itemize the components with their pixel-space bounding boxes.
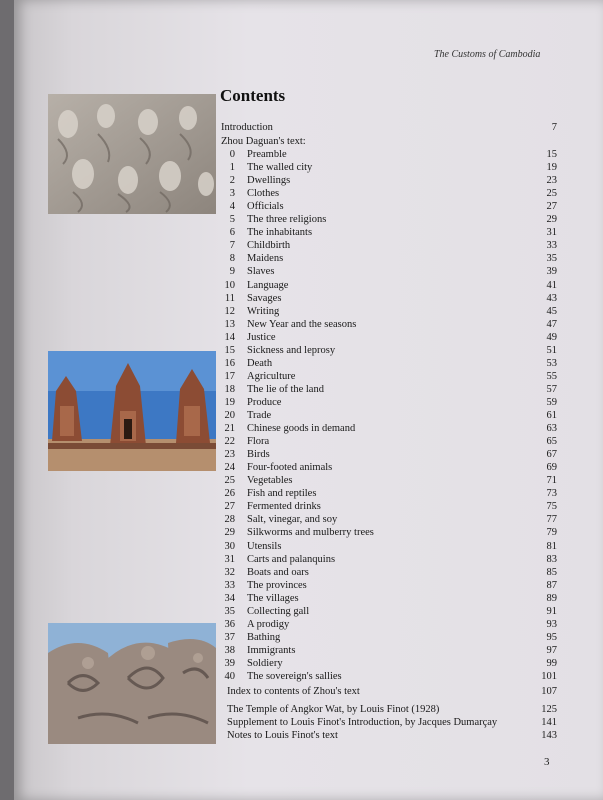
chapter-title: Bathing — [247, 631, 281, 643]
toc-entry-chapter[interactable] — [221, 553, 557, 566]
chapter-title: Flora — [247, 436, 270, 448]
toc-entry-chapter[interactable] — [221, 383, 557, 396]
toc-page-number: 107 — [541, 686, 557, 697]
toc-entry-chapter[interactable] — [221, 187, 557, 200]
chapter-title: Boats and oars — [247, 566, 309, 578]
toc-page-number: 99 — [546, 657, 557, 669]
chapter-title: The sovereign's sallies — [247, 671, 342, 682]
toc-entry-chapter[interactable] — [221, 344, 557, 357]
chapter-title: A prodigy — [247, 618, 290, 630]
chapter-number: 3 — [229, 188, 235, 200]
chapter-title: Utensils — [247, 540, 282, 552]
toc-entry-chapter[interactable] — [221, 239, 557, 252]
page-title: Contents — [220, 86, 286, 105]
toc-entry-chapter[interactable] — [221, 252, 557, 265]
running-head: The Customs of Cambodia — [434, 49, 541, 60]
back-matter-title: The Temple of Angkor Wat, by Louis Finot (1928) — [227, 704, 440, 715]
toc-entry-label: Introduction — [221, 122, 273, 133]
chapter-title: Childbirth — [247, 240, 291, 252]
bas-relief-photo — [48, 94, 216, 214]
chapter-number: 7 — [229, 240, 235, 252]
toc-page-number: 97 — [546, 644, 557, 656]
toc-entry-back-matter[interactable] — [221, 729, 557, 742]
toc-page-number: 87 — [546, 579, 557, 591]
toc-page-number: 51 — [546, 344, 557, 356]
chapter-title: Salt, vinegar, and soy — [247, 514, 338, 526]
toc-page-number: 67 — [546, 449, 557, 461]
toc-page-number: 143 — [541, 730, 557, 741]
chapter-title: Silkworms and mulberry trees — [247, 527, 374, 539]
toc-entry-back-matter[interactable] — [221, 685, 557, 698]
toc-page-number: 101 — [541, 671, 557, 682]
toc-entry-chapter[interactable] — [221, 318, 557, 331]
toc-entry-chapter[interactable] — [221, 305, 557, 318]
back-matter-title: Supplement to Louis Finot's Introduction, by Jacques Dumarçay — [227, 717, 498, 728]
chapter-number: 19 — [224, 396, 235, 408]
chapter-title: New Year and the seasons — [247, 318, 357, 330]
chapter-number: 1 — [229, 162, 235, 174]
toc-page-number: 39 — [546, 266, 557, 278]
toc-page-number: 35 — [546, 253, 557, 265]
toc-entry-chapter[interactable] — [221, 148, 557, 161]
toc-entry-chapter[interactable] — [221, 213, 557, 226]
toc-entry-chapter[interactable] — [221, 265, 557, 278]
chapter-title: Clothes — [247, 188, 280, 200]
chapter-number: 35 — [224, 605, 235, 617]
toc-page-number: 91 — [546, 605, 557, 617]
chapter-number: 25 — [224, 475, 235, 487]
chapter-number: 2 — [229, 175, 235, 187]
toc-entry-chapter[interactable] — [221, 487, 557, 500]
toc-page-number: 89 — [546, 592, 557, 604]
toc-entry-chapter[interactable] — [221, 474, 557, 487]
toc-entry-chapter[interactable] — [221, 592, 557, 605]
toc-page-number: 93 — [546, 618, 557, 630]
chapter-number: 32 — [224, 566, 235, 578]
stone-carving-photo — [48, 623, 216, 744]
chapter-title: The three religions — [247, 214, 327, 226]
toc-page-number: 75 — [546, 501, 557, 513]
chapter-title: Sickness and leprosy — [247, 344, 336, 356]
chapter-number: 38 — [224, 644, 235, 656]
chapter-number: 9 — [229, 266, 235, 278]
toc-entry-chapter[interactable] — [221, 670, 557, 683]
toc-entry-chapter[interactable] — [221, 631, 557, 644]
chapter-title: Collecting gall — [247, 605, 310, 617]
toc-entry-chapter[interactable] — [221, 200, 557, 213]
chapter-title: Writing — [247, 305, 280, 317]
toc-page-number: 53 — [546, 357, 557, 369]
chapter-title: Carts and palanquins — [247, 553, 336, 565]
chapter-number: 8 — [229, 253, 235, 265]
chapter-number: 30 — [224, 540, 235, 552]
chapter-number: 27 — [224, 501, 235, 513]
chapter-number: 24 — [224, 462, 235, 474]
toc-page-number: 15 — [546, 149, 557, 160]
chapter-title: Preamble — [247, 149, 287, 160]
toc-page-number: 31 — [546, 227, 557, 239]
toc-page-number: 33 — [546, 240, 557, 252]
chapter-number: 0 — [229, 149, 235, 160]
chapter-title: Chinese goods in demand — [247, 423, 356, 435]
subheading-label: Zhou Daguan's text: — [221, 136, 306, 147]
chapter-number: 34 — [224, 592, 235, 604]
chapter-number: 26 — [224, 488, 235, 500]
toc-entry-chapter[interactable] — [221, 448, 557, 461]
chapter-title: The provinces — [247, 579, 307, 591]
toc-page-number: 79 — [546, 527, 557, 539]
chapter-title: Death — [247, 357, 273, 369]
chapter-number: 12 — [224, 305, 235, 317]
toc-page-number: 45 — [546, 305, 557, 317]
toc-entry-chapter[interactable] — [221, 644, 557, 657]
chapter-number: 6 — [229, 227, 235, 239]
chapter-title: Immigrants — [247, 644, 296, 656]
chapter-title: Produce — [247, 396, 282, 408]
toc-page-number: 49 — [546, 331, 557, 343]
toc-page-number: 65 — [546, 436, 557, 448]
chapter-number: 28 — [224, 514, 235, 526]
toc-entry-chapter[interactable] — [221, 422, 557, 435]
toc-entry-chapter[interactable] — [221, 461, 557, 474]
toc-page-number: 47 — [546, 318, 557, 330]
chapter-title: The inhabitants — [247, 227, 313, 239]
toc-entry-chapter[interactable] — [221, 357, 557, 370]
toc-entry-chapter[interactable] — [221, 226, 557, 239]
toc-page-number: 25 — [546, 188, 557, 200]
toc-page-number: 57 — [546, 383, 557, 395]
toc-page-number: 19 — [546, 162, 557, 174]
chapter-number: 20 — [224, 410, 235, 421]
chapter-number: 22 — [224, 436, 235, 448]
chapter-number: 23 — [224, 449, 235, 461]
toc-entry-chapter[interactable] — [221, 605, 557, 618]
chapter-title: Agriculture — [247, 370, 296, 382]
temple-photo — [48, 351, 216, 471]
toc-page-number: 23 — [546, 175, 557, 187]
chapter-number: 17 — [224, 370, 235, 382]
toc-entry-chapter[interactable] — [221, 409, 557, 422]
chapter-number: 33 — [224, 579, 235, 591]
toc-page-number: 61 — [546, 410, 557, 421]
chapter-number: 5 — [229, 214, 235, 226]
toc-page-number: 55 — [546, 370, 557, 382]
chapter-number: 18 — [224, 383, 235, 395]
chapter-number: 31 — [224, 553, 235, 565]
toc-entry-chapter[interactable] — [221, 618, 557, 631]
toc-entry-back-matter[interactable] — [221, 703, 557, 716]
chapter-title: Savages — [247, 292, 282, 304]
chapter-number: 37 — [224, 631, 235, 643]
chapter-title: The lie of the land — [247, 383, 324, 395]
toc-entry-chapter[interactable] — [221, 292, 557, 305]
toc-entry-chapter[interactable] — [221, 279, 557, 292]
chapter-title: Language — [247, 279, 289, 291]
chapter-title: Fish and reptiles — [247, 488, 317, 500]
toc-entry-chapter[interactable] — [221, 396, 557, 409]
chapter-title: Dwellings — [247, 175, 291, 187]
toc-page-number: 95 — [546, 631, 557, 643]
toc-entry-chapter[interactable] — [221, 331, 557, 344]
toc-entry-chapter[interactable] — [221, 370, 557, 383]
chapter-number: 36 — [224, 618, 235, 630]
chapter-title: Trade — [247, 410, 272, 421]
toc-entry-chapter[interactable] — [221, 579, 557, 592]
toc-entry-chapter[interactable] — [221, 161, 557, 174]
toc-page-number: 63 — [546, 423, 557, 435]
chapter-number: 13 — [224, 318, 235, 330]
toc-entry-chapter[interactable] — [221, 566, 557, 579]
toc-page-number: 71 — [546, 475, 557, 487]
chapter-title: Slaves — [247, 266, 275, 278]
chapter-number: 14 — [224, 331, 235, 343]
chapter-title: Soldiery — [247, 657, 283, 669]
chapter-number: 11 — [224, 292, 235, 304]
chapter-title: Four-footed animals — [247, 462, 333, 474]
chapter-title: Justice — [247, 331, 276, 343]
toc-page-number: 43 — [546, 292, 557, 304]
chapter-title: The walled city — [247, 162, 313, 174]
toc-page-number: 69 — [546, 462, 557, 474]
toc-entry-chapter[interactable] — [221, 657, 557, 670]
toc-page-number: 85 — [546, 566, 557, 578]
chapter-title: Maidens — [247, 253, 284, 265]
toc-page-number: 83 — [546, 553, 557, 565]
chapter-number: 16 — [224, 357, 235, 369]
toc-page-number: 7 — [551, 122, 557, 133]
chapter-number: 4 — [229, 201, 235, 213]
chapter-number: 29 — [224, 527, 235, 539]
chapter-title: Birds — [247, 449, 270, 461]
toc-entry-chapter[interactable] — [221, 435, 557, 448]
chapter-number: 10 — [224, 279, 235, 291]
chapter-title: Officials — [247, 201, 284, 213]
toc-page-number: 41 — [546, 279, 557, 291]
chapter-title: Fermented drinks — [247, 501, 321, 513]
chapter-title: The villages — [247, 592, 299, 604]
toc-page-number: 27 — [546, 201, 557, 213]
toc-entry-chapter[interactable] — [221, 540, 557, 553]
chapter-number: 21 — [224, 423, 235, 435]
toc-page-number: 125 — [541, 704, 557, 715]
toc-entry-chapter[interactable] — [221, 174, 557, 187]
book-page — [14, 0, 603, 800]
toc-entry-back-matter[interactable] — [221, 716, 557, 729]
chapter-title: Vegetables — [247, 475, 293, 487]
folio-page-number: 3 — [544, 756, 550, 768]
toc-entry-chapter[interactable] — [221, 500, 557, 513]
toc-entry-chapter[interactable] — [221, 526, 557, 539]
toc-entry-introduction[interactable] — [221, 121, 557, 134]
chapter-number: 15 — [224, 344, 235, 356]
chapter-number: 40 — [224, 671, 235, 682]
toc-page-number: 59 — [546, 396, 557, 408]
toc-page-number: 29 — [546, 214, 557, 226]
chapter-number: 39 — [224, 657, 235, 669]
toc-page-number: 77 — [546, 514, 557, 526]
back-matter-title: Index to contents of Zhou's text — [227, 686, 360, 697]
toc-page-number: 81 — [546, 540, 557, 552]
toc-page-number: 73 — [546, 488, 557, 500]
toc-entry-chapter[interactable] — [221, 513, 557, 526]
toc-page-number: 141 — [541, 717, 557, 728]
back-matter-title: Notes to Louis Finot's text — [227, 730, 338, 741]
toc-subheading — [221, 135, 557, 148]
